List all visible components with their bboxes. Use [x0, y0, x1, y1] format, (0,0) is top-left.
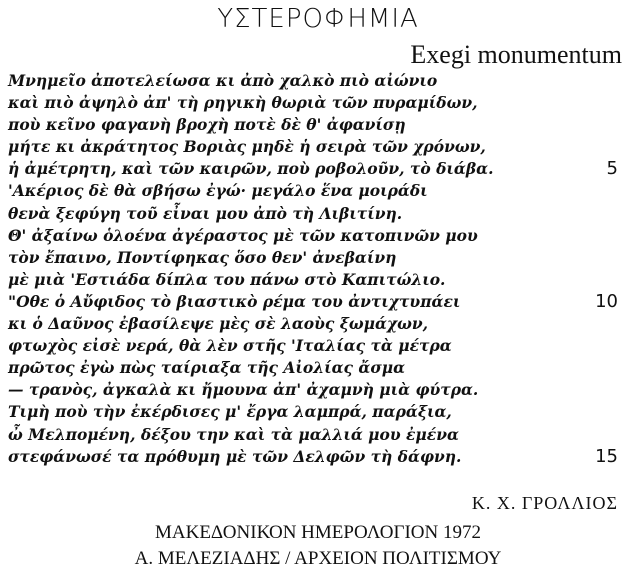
poem-line — [8, 225, 628, 247]
poem-line-text: Τιμὴ ποὺ τὴν ἐκέρδισες μ' ἔργα λαμπρά, παράξια, — [8, 402, 452, 422]
poem-line-text: Μνημεῖο ἀποτελείωσα κι ἀπὸ χαλκὸ πιὸ αἰώνιο — [8, 71, 438, 90]
archive-credit: Α. ΜΕΛΕΖΙΑΔΗΣ / ΑΡΧΕΙΟΝ ΠΟΛΙΤΙΣΜΟΥ — [134, 548, 502, 569]
poem-line — [8, 424, 628, 446]
poem-line-text: μὲ μιὰ 'Εστιάδα δίπλα του πάνω στὸ Καπιτώλιο. — [8, 269, 446, 289]
poem-line — [8, 136, 628, 158]
poem-line — [8, 203, 628, 225]
poem-line-text: Θ' ἀξαίνω ὁλοένα ἀγέραστος μὲ τῶν κατοπινῶν μου — [8, 225, 478, 245]
poem-line — [8, 269, 628, 291]
poem-line-text: — τρανὸς, ἀγκαλὰ κι ἤμουνα ἀπ' ἀχαμνὴ μιὰ φύτρα. — [8, 380, 479, 400]
poem-line-text: ὦ Μελπομένη, δέξου την καὶ τὰ μαλλιά μου ἐμένα — [8, 424, 459, 444]
poem-line-text: θενὰ ξεφύγη τοῦ εἶναι μου ἀπὸ τὴ Λιβιτίνη. — [8, 203, 403, 223]
poem-line — [8, 446, 628, 468]
line-number: 10 — [595, 290, 618, 312]
poem-line-text: κι ὁ Δαῦνος ἐβασίλεψε μὲς σὲ λαοὺς ξωμάχων, — [8, 314, 429, 334]
poem-line-text: μήτε κι ἀκράτητος Βοριὰς μηδὲ ἡ σειρὰ τῶν χρόνων, — [8, 137, 486, 157]
poem-line — [8, 92, 628, 114]
poem-line — [8, 379, 628, 401]
poem-line — [8, 247, 628, 269]
poem-subtitle: Exegi monumentum — [410, 40, 622, 69]
poem-line-text: ἡ ἀμέτρητη, καὶ τῶν καιρῶν, ποὺ ροβολοῦν, τὸ διάβα. — [8, 159, 494, 179]
poem-line — [8, 401, 628, 423]
poem-line — [8, 70, 628, 92]
poem-line — [8, 114, 628, 136]
poem-body — [8, 70, 628, 468]
poem-line-text: καὶ πιὸ ἀψηλὸ ἀπ' τὴ ρηγικὴ θωριὰ τῶν πυραμίδων, — [8, 93, 478, 113]
poem-line-text: "Οθε ὁ Αὔφιδος τὸ βιαστικὸ ρέμα του ἀντιχτυπάει — [8, 291, 461, 311]
poem-line — [8, 291, 628, 313]
poem-line-text: τὸν ἔπαινο, Ποντίφηκας ὅσο θεν' ἀνεβαίνη — [8, 247, 397, 267]
poem-title: ΥΣΤΕΡΟΦΗΜΙΑ — [217, 4, 419, 34]
line-number: 15 — [595, 445, 618, 467]
author-name: Κ. Χ. ΓΡΟΛΛΙΟΣ — [471, 493, 618, 513]
poem-line-text: πρῶτος ἐγὼ πὼς ταίριαξα τῆς Αἰολίας ἄσμα — [8, 358, 406, 378]
line-number: 5 — [606, 158, 618, 180]
poem-line — [8, 158, 628, 180]
poem-line-text: στεφάνωσέ τα πρόθυμη μὲ τῶν Δελφῶν τὴ δάφνη. — [8, 446, 462, 466]
poem-line — [8, 180, 628, 202]
poem-line — [8, 335, 628, 357]
poem-line-text: φτωχὸς εἰσὲ νερά, θὰ λὲν στῆς 'Ιταλίας τὰ μέτρα — [8, 336, 452, 356]
poem-line-text: 'Ακέριος δὲ θὰ σβήσω ἐγώ· μεγάλο ἕνα μοιράδι — [8, 181, 428, 201]
poem-line — [8, 357, 628, 379]
source-line: ΜΑΚΕΔΟΝΙΚΟΝ ΗΜΕΡΟΛΟΓΙΟΝ 1972 — [154, 522, 481, 543]
poem-line-text: ποὺ κεῖνο φαγανὴ βροχὴ ποτὲ δὲ θ' ἀφανίσῃ — [8, 115, 406, 135]
poem-line — [8, 313, 628, 335]
